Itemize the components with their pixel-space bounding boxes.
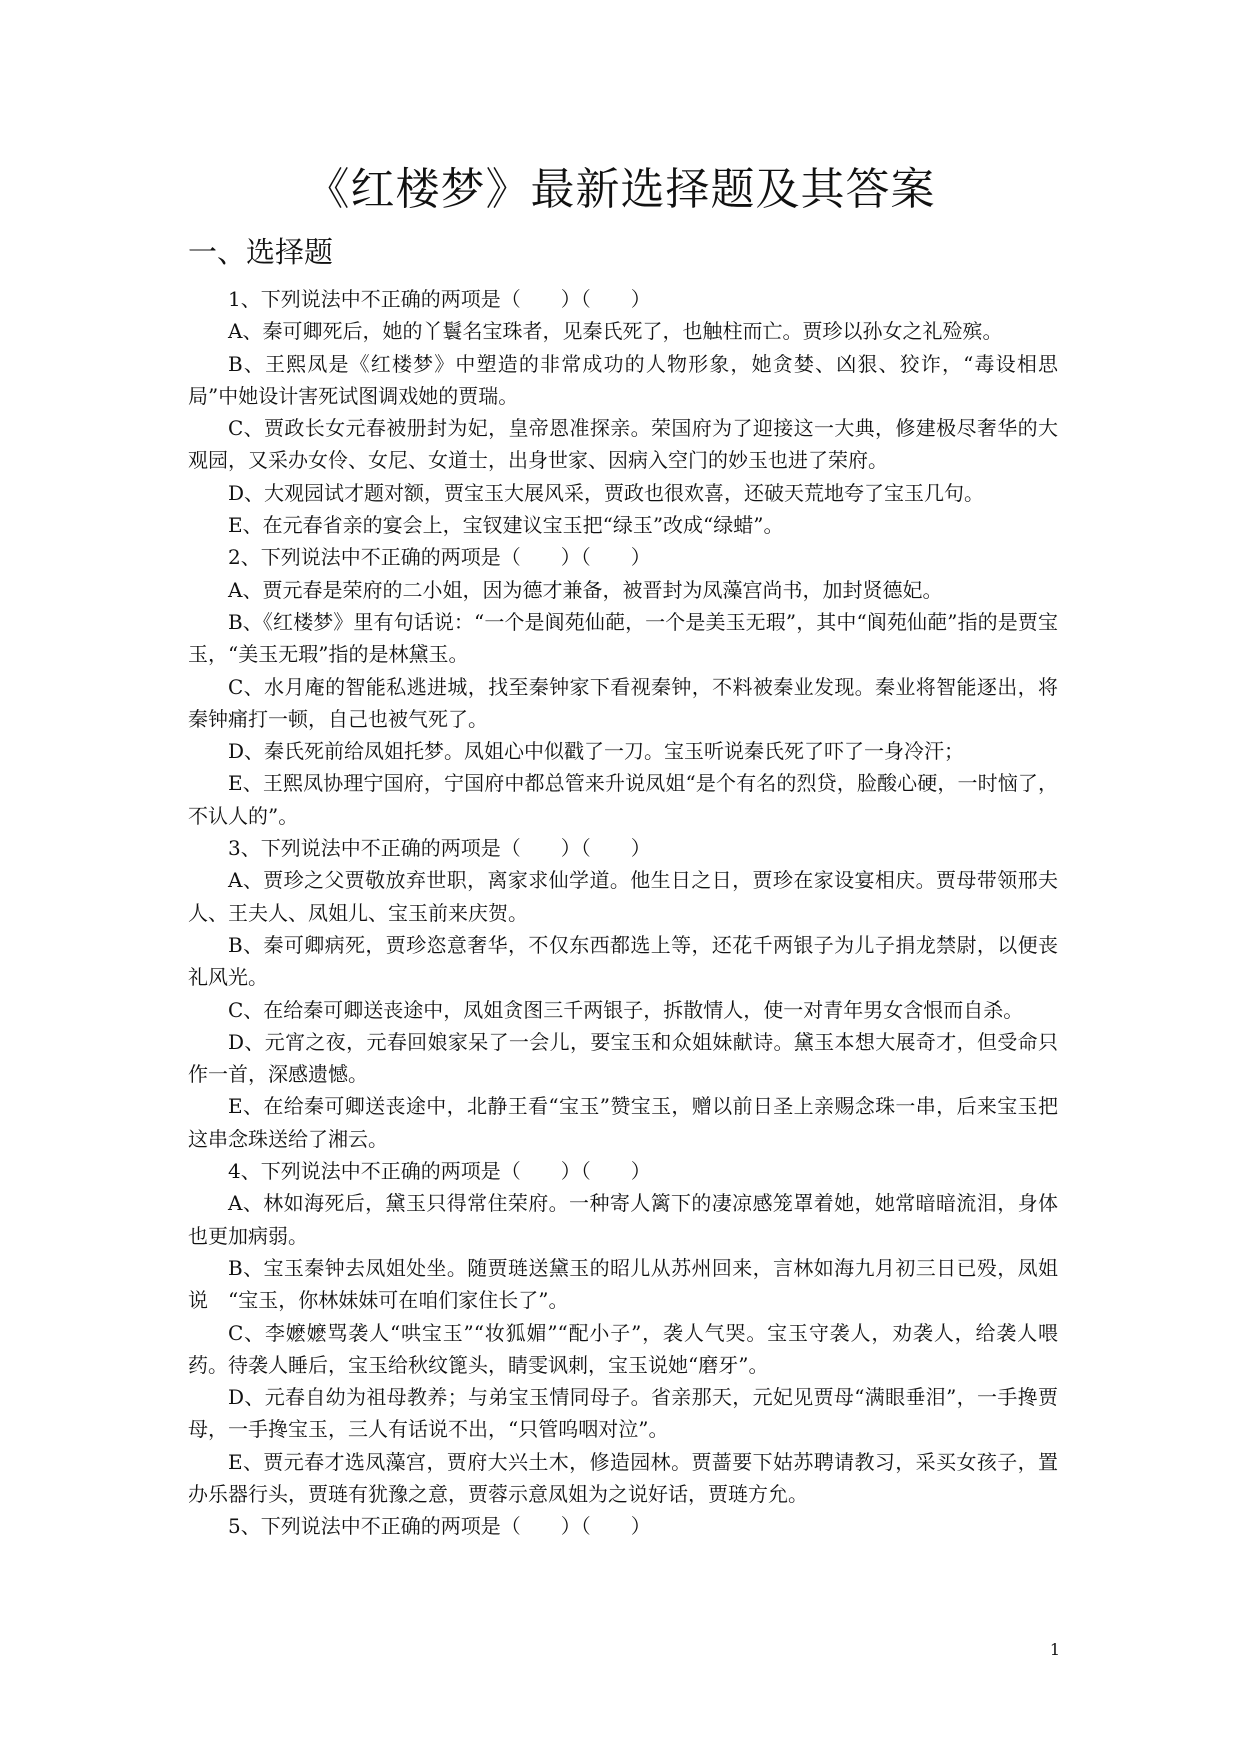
option-2d: D、秦氏死前给凤姐托梦。凤姐心中似戳了一刀。宝玉听说秦氏死了吓了一身冷汗；	[228, 739, 965, 764]
option-1b: B、王熙凤是《红楼梦》中塑造的非常成功的人物形象，她贪婪、凶狠、狡诈，“毒设相思局”中她设计害死试图调戏她的贾瑞。	[188, 351, 1058, 408]
option-2b: B、《红楼梦》里有句话说：“一个是阆苑仙葩，一个是美玉无瑕”，其中“阆苑仙葩”指的是贾宝玉，“美玉无瑕”指的是林黛玉。	[188, 609, 1058, 667]
option-4e: E、贾元春才选凤藻宫，贾府大兴土木，修造园林。贾蔷要下姑苏聘请教习，采买女孩子，置办乐器行头，贾琏有犹豫之意，贾蓉示意凤姐为之说好话，贾琏方允。	[188, 1449, 1058, 1506]
document-title: 《红楼梦》最新选择题及其答案	[305, 164, 936, 215]
question-list	[188, 283, 1058, 1543]
option-2e: E、王熙凤协理宁国府，宁国府中都总管来升说凤姐“是个有名的烈贷，脸酸心硬，一时恼了，不认人的”。	[188, 771, 1058, 828]
option-3e: E、在给秦可卿送丧途中，北静王看“宝玉”赞宝玉，赠以前日圣上亲赐念珠一串，后来宝玉把这串念珠送给了湘云。	[188, 1094, 1058, 1151]
question-stem-1: 1、下列说法中不正确的两项是（ ）（ ）	[228, 287, 651, 311]
option-1e: E、在元春省亲的宴会上，宝钗建议宝玉把“绿玉”改成“绿蜡”。	[228, 513, 784, 538]
page-number: 1	[1049, 1640, 1060, 1659]
option-2c: C、水月庵的智能私逃进城，找至秦钟家下看视秦钟，不料被秦业发现。秦业将智能逐出，将秦钟痛打一顿，自己也被气死了。	[188, 674, 1058, 731]
question-stem-2: 2、下列说法中不正确的两项是（ ）（ ）	[228, 545, 651, 570]
option-1c: C、贾政长女元春被册封为妃，皇帝恩准探亲。荣国府为了迎接这一大典，修建极尽奢华的大观园，又采办女伶、女尼、女道士，出身世家、因病入空门的妙玉也进了荣府。	[188, 416, 1058, 473]
option-1a: A、秦可卿死后，她的丫鬟名宝珠者，见秦氏死了，也触柱而亡。贾珍以孙女之礼殓殡。	[228, 319, 1003, 344]
option-3a: A、贾珍之父贾敬放弃世职，离家求仙学道。他生日之日，贾珍在家设宴相庆。贾母带领邢夫人、王夫人、凤姐儿、宝玉前来庆贺。	[188, 868, 1058, 925]
section-title: 一、选择题	[188, 235, 334, 269]
question-stem-3: 3、下列说法中不正确的两项是（ ）（ ）	[228, 836, 651, 861]
option-4b: B、宝玉秦钟去凤姐处坐。随贾琏送黛玉的昭儿从苏州回来，言林如海九月初三日已殁，凤姐说 “宝玉，你林妹妹可在咱们家住长了”。	[188, 1255, 1058, 1313]
option-2a: A、贾元春是荣府的二小姐，因为德才兼备，被晋封为凤藻宫尚书，加封贤德妃。	[228, 577, 943, 602]
option-3c: C、在给秦可卿送丧途中，凤姐贪图三千两银子，拆散情人，使一对青年男女含恨而自杀。	[228, 997, 1024, 1022]
option-3d: D、元宵之夜，元春回娘家呆了一会儿，要宝玉和众姐妹献诗。黛玉本想大展奇才，但受命只作一首，深感遗憾。	[188, 1029, 1058, 1087]
option-4a: A、林如海死后，黛玉只得常住荣府。一种寄人篱下的凄凉感笼罩着她，她常暗暗流泪，身体也更加病弱。	[188, 1191, 1058, 1248]
question-stem-5: 5、下列说法中不正确的两项是（ ）（ ）	[228, 1514, 651, 1539]
question-stem-4: 4、下列说法中不正确的两项是（ ）（ ）	[228, 1159, 651, 1184]
option-3b: B、秦可卿病死，贾珍恣意奢华，不仅东西都选上等，还花千两银子为儿子捐龙禁尉，以便丧礼风光。	[188, 932, 1058, 990]
option-1d: D、大观园试才题对额，贾宝玉大展风采，贾政也很欢喜，还破天荒地夸了宝玉几句。	[228, 480, 985, 505]
option-4d: D、元春自幼为祖母教养；与弟宝玉情同母子。省亲那天，元妃见贾母“满眼垂泪”，一手搀贾母，一手搀宝玉，三人有话说不出，“只管呜咽对泣”。	[188, 1385, 1058, 1442]
option-4c: C、李嬷嬷骂袭人“哄宝玉”“妆狐媚”“配小子”，袭人气哭。宝玉守袭人，劝袭人，给袭人喂药。待袭人睡后，宝玉给秋纹篦头，睛雯讽刺，宝玉说她“磨牙”。	[188, 1320, 1058, 1377]
